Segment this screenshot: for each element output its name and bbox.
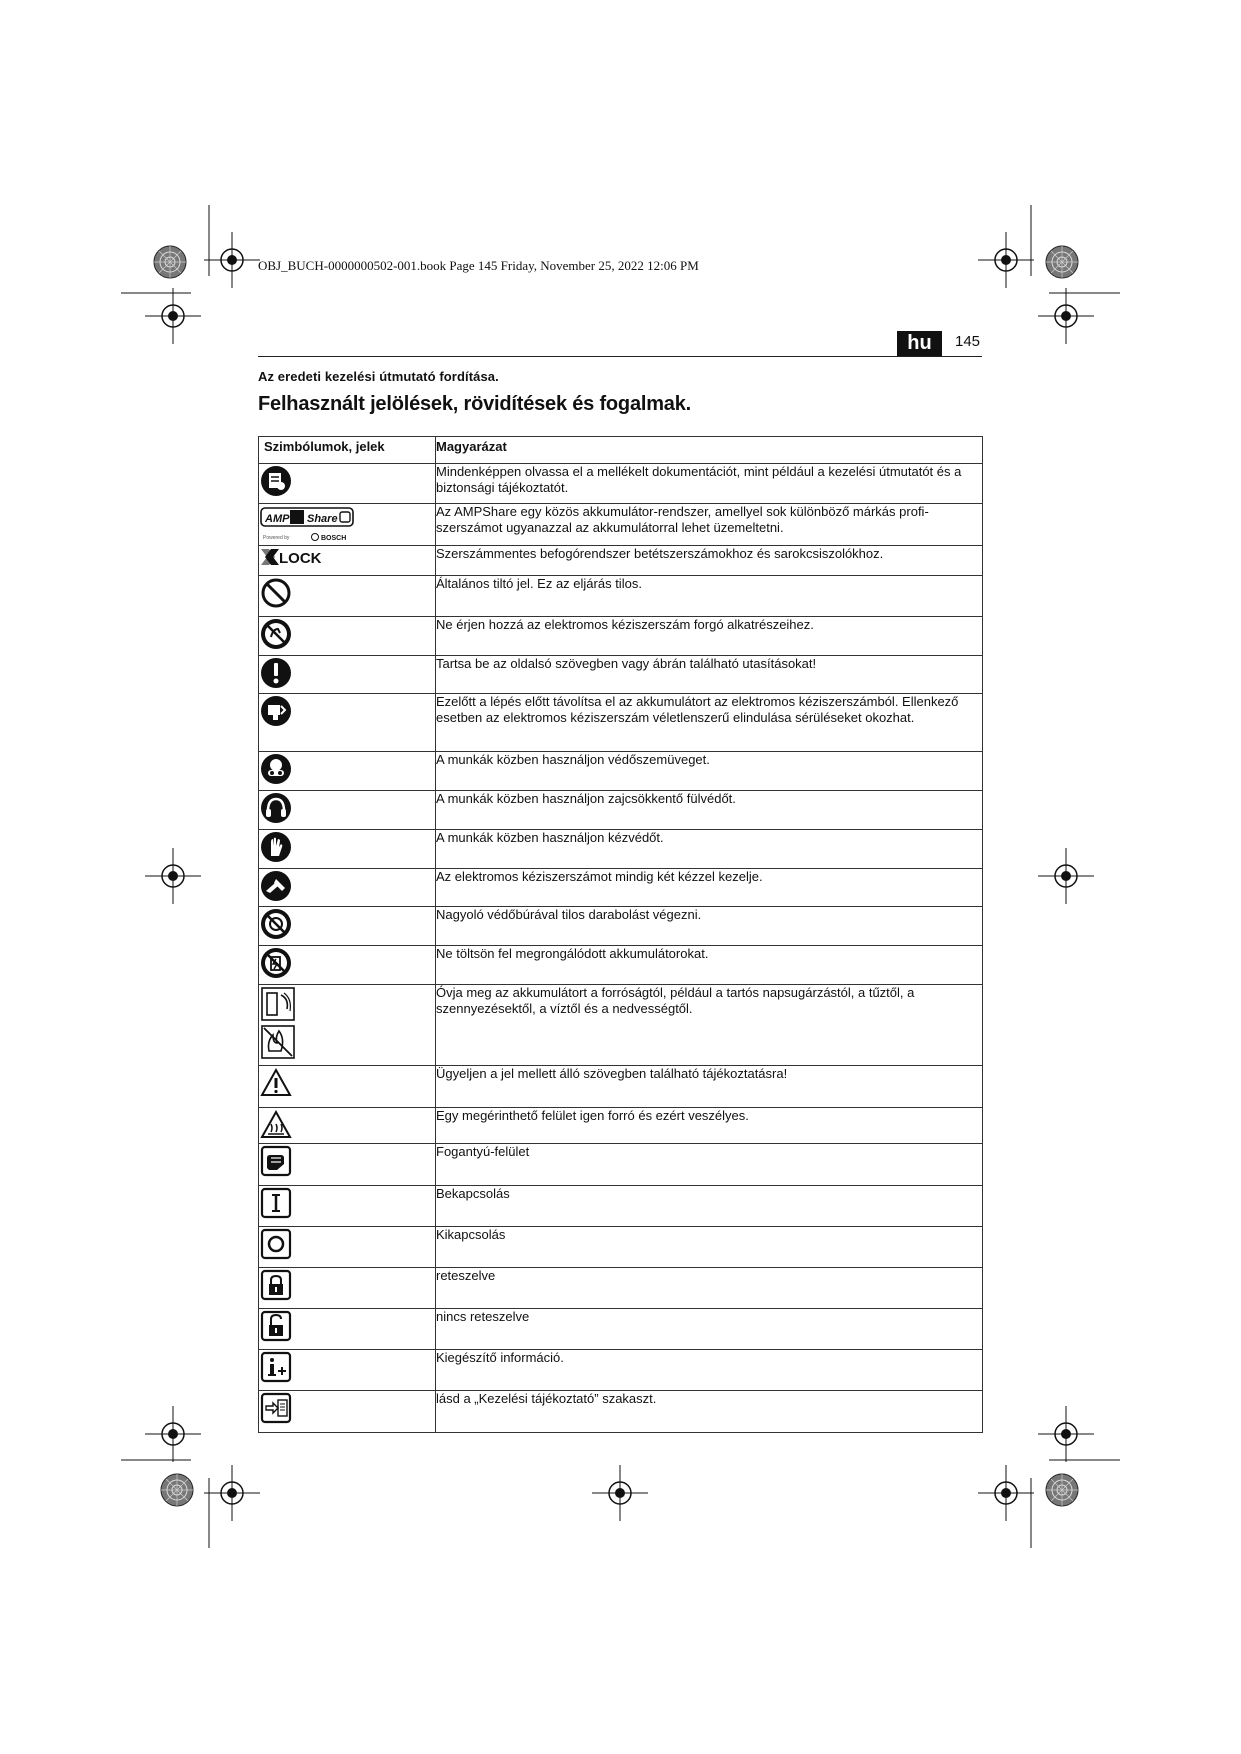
table-row <box>259 1227 983 1268</box>
no-touch-rotating-icon <box>259 617 436 656</box>
see-section-icon <box>259 1391 436 1433</box>
color-mark-top-right <box>1046 246 1078 278</box>
symbols-table <box>258 436 983 1433</box>
row-explanation: Nagyoló védőbúrával tilos darabolást végezni. <box>436 907 983 946</box>
table-row <box>259 791 983 830</box>
safety-goggles-icon <box>259 752 436 791</box>
registration-mark <box>145 848 201 904</box>
language-badge: hu <box>897 331 942 356</box>
row-explanation: Az AMPShare egy közös akkumulátor-rendszer, amellyel sok különböző márkás profi-szerszámot ugyanazzal az akkumulátorral lehet üzemeltetni. <box>436 504 983 546</box>
row-explanation: Kiegészítő információ. <box>436 1350 983 1391</box>
svg-text:LOCK: LOCK <box>279 550 322 567</box>
power-off-icon <box>259 1227 436 1268</box>
header-symbols: Szimbólumok, jelek <box>259 437 436 464</box>
table-row <box>259 830 983 869</box>
row-explanation: Ne érjen hozzá az elektromos kéziszerszám forgó alkatrészeihez. <box>436 617 983 656</box>
table-header-row <box>259 437 983 464</box>
table-row <box>259 576 983 617</box>
table-row <box>259 504 983 546</box>
hot-surface-icon <box>259 1108 436 1144</box>
power-on-icon <box>259 1186 436 1227</box>
color-mark-bottom-left <box>161 1474 193 1506</box>
subtitle: Az eredeti kezelési útmutató fordítása. <box>258 369 499 384</box>
gloves-icon <box>259 830 436 869</box>
table-row <box>259 656 983 694</box>
table-row <box>259 869 983 907</box>
registration-mark <box>592 1465 648 1521</box>
table-row <box>259 1268 983 1309</box>
color-mark-bottom-right <box>1046 1474 1078 1506</box>
row-explanation: A munkák közben használjon védőszemüveget. <box>436 752 983 791</box>
header-rule <box>258 356 982 357</box>
two-hands-icon <box>259 869 436 907</box>
row-explanation: A munkák közben használjon zajcsökkentő fülvédőt. <box>436 791 983 830</box>
row-explanation: Fogantyú-felület <box>436 1144 983 1186</box>
page-title: Felhasznált jelölések, rövidítések és fogalmak. <box>258 393 692 415</box>
table-row <box>259 1350 983 1391</box>
row-explanation: Mindenképpen olvassa el a mellékelt dokumentációt, mint például a kezelési útmutatót és a biztonsági tájékoztatót. <box>436 464 983 504</box>
registration-mark <box>1038 848 1094 904</box>
row-explanation: Az elektromos kéziszerszámot mindig két kézzel kezelje. <box>436 869 983 907</box>
row-explanation: Bekapcsolás <box>436 1186 983 1227</box>
row-explanation: Óvja meg az akkumulátort a forróságtól, például a tartós napsugárzástól, a tűztől, a szennyezésektől, a víztől és a nedvességtől. <box>436 985 983 1066</box>
svg-text:AMP: AMP <box>265 513 290 525</box>
row-explanation: Egy megérinthető felület igen forró és ezért veszélyes. <box>436 1108 983 1144</box>
color-mark-top-left <box>154 246 186 278</box>
registration-mark <box>1038 288 1094 344</box>
svg-text:Share: Share <box>307 513 338 525</box>
no-cutting-icon <box>259 907 436 946</box>
registration-mark <box>145 1406 201 1462</box>
table-row <box>259 546 983 576</box>
read-manual-icon <box>259 464 436 504</box>
warning-triangle-icon <box>259 1066 436 1108</box>
registration-mark <box>1038 1406 1094 1462</box>
registration-mark <box>145 288 201 344</box>
table-row <box>259 1309 983 1350</box>
table-row <box>259 694 983 752</box>
table-row <box>259 617 983 656</box>
row-explanation: Szerszámmentes befogórendszer betétszerszámokhoz és sarokcsiszolókhoz. <box>436 546 983 576</box>
row-explanation: lásd a „Kezelési tájékoztató” szakaszt. <box>436 1391 983 1433</box>
row-explanation: A munkák közben használjon kézvédőt. <box>436 830 983 869</box>
table-row <box>259 907 983 946</box>
remove-battery-icon <box>259 694 436 752</box>
book-info-line: OBJ_BUCH-0000000502-001.book Page 145 Friday, November 25, 2022 12:06 PM <box>258 258 699 273</box>
table-row <box>259 752 983 791</box>
xlock-logo <box>259 546 436 576</box>
table-row <box>259 1144 983 1186</box>
table-row <box>259 946 983 985</box>
registration-mark <box>204 1465 260 1521</box>
row-explanation: Tartsa be az oldalsó szövegben vagy ábrán található utasításokat! <box>436 656 983 694</box>
ear-protection-icon <box>259 791 436 830</box>
row-explanation: Ne töltsön fel megrongálódott akkumulátorokat. <box>436 946 983 985</box>
page-number: 145 <box>955 333 981 350</box>
registration-mark <box>204 232 260 288</box>
no-charging-damaged-icon <box>259 946 436 985</box>
header-explanation: Magyarázat <box>436 437 983 464</box>
row-explanation: Általános tiltó jel. Ez az eljárás tilos. <box>436 576 983 617</box>
svg-text:BOSCH: BOSCH <box>321 535 347 542</box>
grip-surface-icon <box>259 1144 436 1186</box>
table-row <box>259 1391 983 1433</box>
table-row <box>259 1066 983 1108</box>
row-explanation: Kikapcsolás <box>436 1227 983 1268</box>
info-plus-icon <box>259 1350 436 1391</box>
table-row <box>259 1108 983 1144</box>
ampshare-logo <box>259 504 436 546</box>
svg-text:Powered by: Powered by <box>263 535 290 541</box>
locked-icon <box>259 1268 436 1309</box>
table-row <box>259 1186 983 1227</box>
registration-mark <box>978 1465 1034 1521</box>
row-explanation: nincs reteszelve <box>436 1309 983 1350</box>
registration-mark <box>978 232 1034 288</box>
protect-battery-heat-icon <box>259 985 436 1066</box>
mandatory-action-icon <box>259 656 436 694</box>
table-row <box>259 985 983 1066</box>
row-explanation: Ezelőtt a lépés előtt távolítsa el az akkumulátort az elektromos kéziszerszámból. Ellenkező esetben az elektromos kéziszerszám véletlenszerű elindulása sérüléseket okozhat. <box>436 694 983 752</box>
table-row <box>259 464 983 504</box>
prohibition-icon <box>259 576 436 617</box>
row-explanation: reteszelve <box>436 1268 983 1309</box>
row-explanation: Ügyeljen a jel mellett álló szövegben található tájékoztatásra! <box>436 1066 983 1108</box>
unlocked-icon <box>259 1309 436 1350</box>
